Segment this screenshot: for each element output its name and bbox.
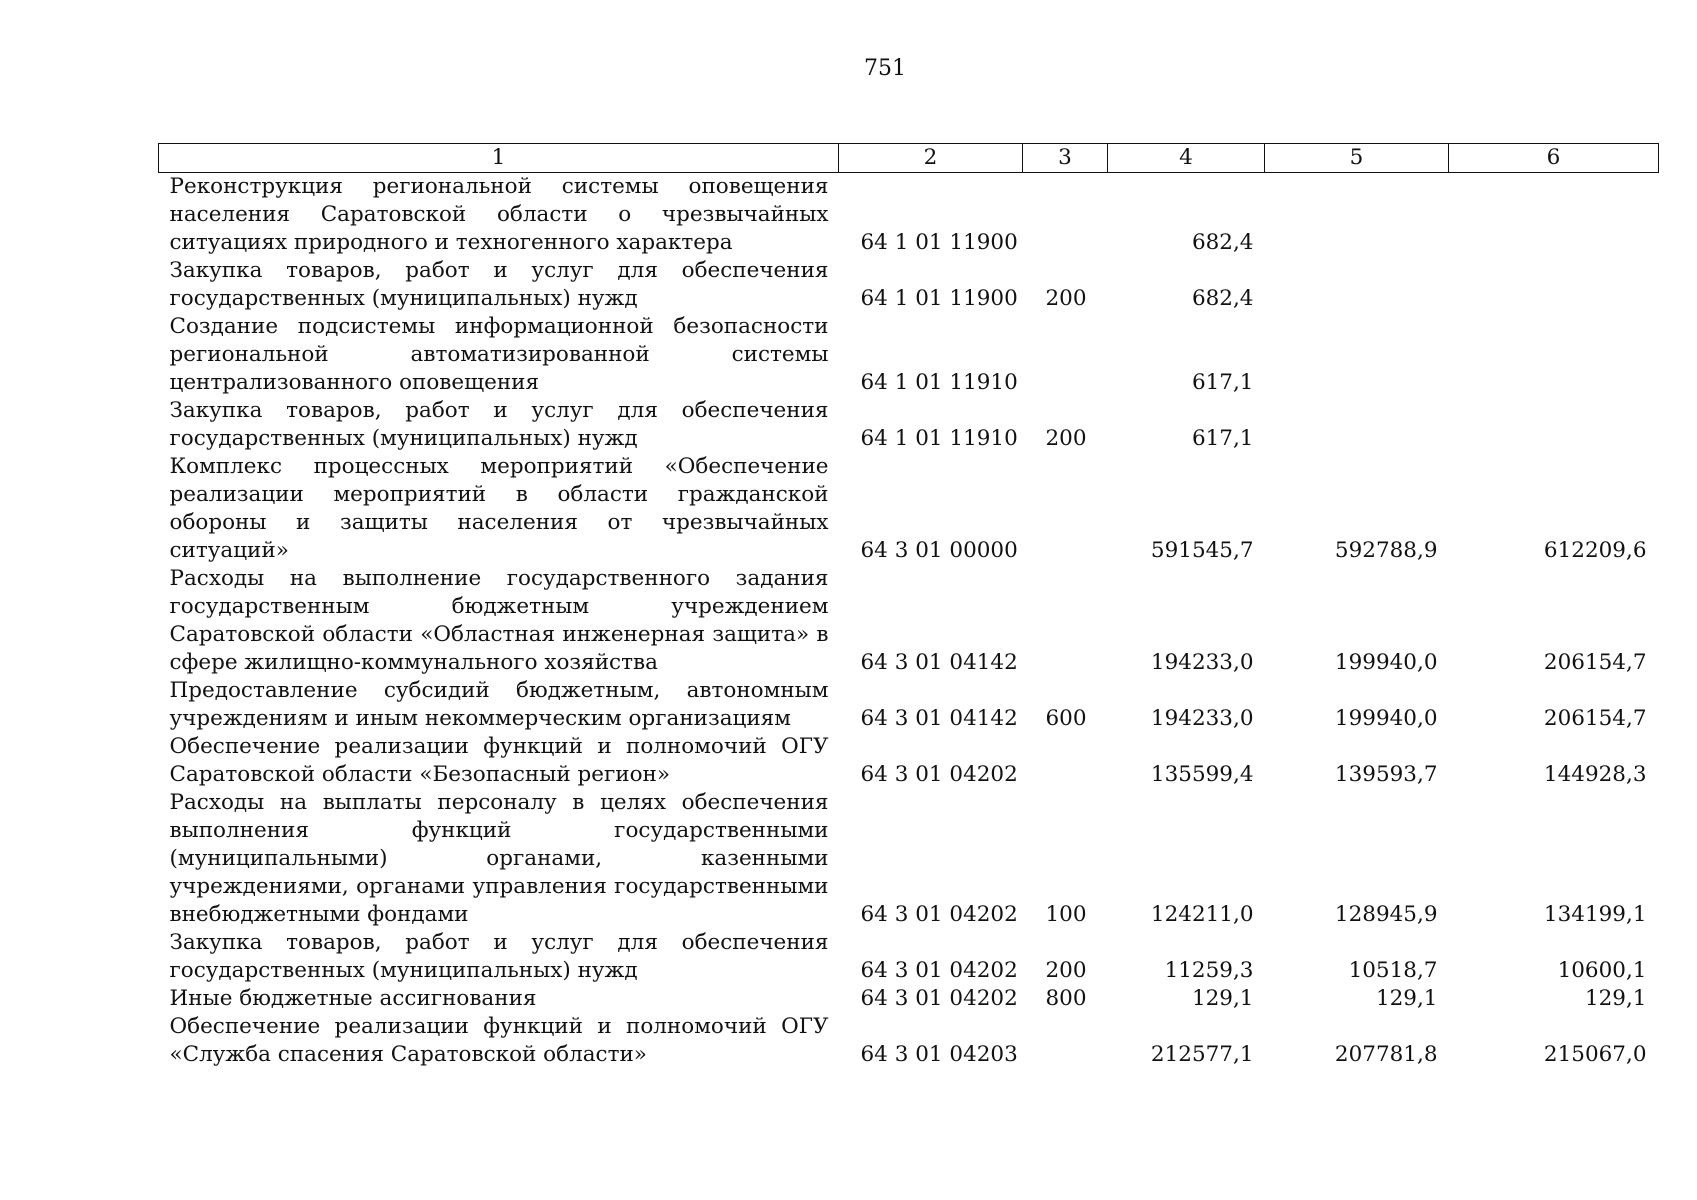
budget-table — [158, 143, 1659, 1069]
row-code: 64 3 01 04202 — [860, 902, 1018, 927]
row-name: Комплекс процессных мероприятий «Обеспечение реализации мероприятий в области гражданской обороны и защиты населения от чрезвычайных ситуаций» — [169, 454, 829, 563]
row-value-5: 199940,0 — [1334, 650, 1438, 675]
row-value-6: 206154,7 — [1543, 706, 1647, 731]
row-value-6: 134199,1 — [1543, 902, 1647, 927]
row-code: 64 3 01 04142 — [860, 706, 1018, 731]
row-expense-type — [1023, 453, 1108, 565]
row-value-5: 592788,9 — [1334, 538, 1438, 563]
row-expense-type — [1023, 733, 1108, 789]
row-value-5: 199940,0 — [1334, 706, 1438, 731]
row-expense-type: 200 — [1045, 958, 1087, 983]
row-value-6 — [1449, 313, 1659, 397]
row-value-4: 194233,0 — [1150, 650, 1254, 675]
row-expense-type: 800 — [1045, 986, 1087, 1011]
row-name: Расходы на выполнение государственного задания государственным бюджетным учреждением Саратовской области «Областная инженерная защита» в сфере жилищно-коммунального хозяйства — [169, 566, 829, 675]
table-row — [159, 173, 1659, 258]
row-code: 64 3 01 04202 — [860, 958, 1018, 983]
row-value-6 — [1449, 397, 1659, 453]
table-row — [159, 677, 1659, 733]
row-expense-type — [1023, 565, 1108, 677]
row-value-5: 139593,7 — [1334, 762, 1438, 787]
row-value-4: 617,1 — [1191, 370, 1254, 395]
row-value-4: 682,4 — [1191, 230, 1254, 255]
row-value-5 — [1265, 397, 1449, 453]
row-value-4: 212577,1 — [1150, 1042, 1254, 1067]
row-name: Обеспечение реализации функций и полномочий ОГУ Саратовской области «Безопасный регион» — [169, 734, 829, 787]
row-name: Иные бюджетные ассигнования — [169, 986, 537, 1011]
row-value-5: 207781,8 — [1334, 1042, 1438, 1067]
row-value-5: 128945,9 — [1334, 902, 1438, 927]
row-name: Реконструкция региональной системы оповещения населения Саратовской области о чрезвычайных ситуациях природного и техногенного характера — [169, 174, 829, 255]
row-value-4: 129,1 — [1191, 986, 1254, 1011]
column-header-1: 1 — [159, 144, 839, 173]
row-value-4: 617,1 — [1191, 426, 1254, 451]
table-row — [159, 1013, 1659, 1069]
row-value-4: 11259,3 — [1164, 958, 1254, 983]
row-code: 64 3 01 00000 — [860, 538, 1018, 563]
table-body — [159, 173, 1659, 1070]
row-code: 64 1 01 11910 — [860, 370, 1018, 395]
row-value-6: 10600,1 — [1557, 958, 1647, 983]
row-value-5 — [1265, 257, 1449, 313]
row-name: Обеспечение реализации функций и полномочий ОГУ «Служба спасения Саратовской области» — [169, 1014, 829, 1067]
row-value-4: 194233,0 — [1150, 706, 1254, 731]
table-row — [159, 733, 1659, 789]
row-value-4: 124211,0 — [1150, 902, 1254, 927]
row-value-6 — [1449, 173, 1659, 258]
row-expense-type: 200 — [1045, 426, 1087, 451]
row-value-6: 215067,0 — [1543, 1042, 1647, 1067]
row-code: 64 1 01 11910 — [860, 426, 1018, 451]
row-code: 64 3 01 04203 — [860, 1042, 1018, 1067]
table-header — [159, 144, 1659, 173]
table-row — [159, 929, 1659, 985]
row-expense-type — [1023, 1013, 1108, 1069]
table-row — [159, 257, 1659, 313]
table-row — [159, 313, 1659, 397]
column-header-4: 4 — [1108, 144, 1265, 173]
row-name: Создание подсистемы информационной безопасности региональной автоматизированной системы централизованного оповещения — [169, 314, 829, 395]
row-expense-type — [1023, 173, 1108, 258]
row-value-4: 682,4 — [1191, 286, 1254, 311]
row-expense-type — [1023, 313, 1108, 397]
row-value-5: 129,1 — [1375, 986, 1438, 1011]
row-value-5 — [1265, 173, 1449, 258]
row-value-4: 135599,4 — [1150, 762, 1254, 787]
column-header-3: 3 — [1023, 144, 1108, 173]
column-header-5: 5 — [1265, 144, 1449, 173]
row-name: Расходы на выплаты персоналу в целях обеспечения выполнения функций государственными (муниципальными) органами, казенными учреждениями, органами управления государственными внебюджетными фондами — [169, 790, 829, 927]
column-header-6: 6 — [1449, 144, 1659, 173]
table-row — [159, 565, 1659, 677]
row-value-6: 206154,7 — [1543, 650, 1647, 675]
row-code: 64 3 01 04202 — [860, 986, 1018, 1011]
row-value-5: 10518,7 — [1348, 958, 1438, 983]
row-code: 64 3 01 04202 — [860, 762, 1018, 787]
row-code: 64 1 01 11900 — [860, 286, 1018, 311]
row-code: 64 1 01 11900 — [860, 230, 1018, 255]
row-value-6: 612209,6 — [1543, 538, 1647, 563]
page-number: 751 — [864, 56, 906, 81]
row-code: 64 3 01 04142 — [860, 650, 1018, 675]
row-name: Предоставление субсидий бюджетным, автономным учреждениям и иным некоммерческим организациям — [169, 678, 829, 731]
row-value-4: 591545,7 — [1150, 538, 1254, 563]
column-header-2: 2 — [839, 144, 1023, 173]
row-value-6: 144928,3 — [1543, 762, 1647, 787]
row-value-6 — [1449, 257, 1659, 313]
table-row — [159, 453, 1659, 565]
row-value-5 — [1265, 313, 1449, 397]
table-row — [159, 397, 1659, 453]
row-name: Закупка товаров, работ и услуг для обеспечения государственных (муниципальных) нужд — [169, 258, 829, 311]
row-value-6: 129,1 — [1584, 986, 1647, 1011]
table-row — [159, 789, 1659, 929]
row-expense-type: 200 — [1045, 286, 1087, 311]
row-expense-type: 600 — [1045, 706, 1087, 731]
row-expense-type: 100 — [1045, 902, 1087, 927]
row-name: Закупка товаров, работ и услуг для обеспечения государственных (муниципальных) нужд — [169, 398, 829, 451]
header-row — [159, 144, 1659, 173]
table-row — [159, 985, 1659, 1013]
row-name: Закупка товаров, работ и услуг для обеспечения государственных (муниципальных) нужд — [169, 930, 829, 983]
